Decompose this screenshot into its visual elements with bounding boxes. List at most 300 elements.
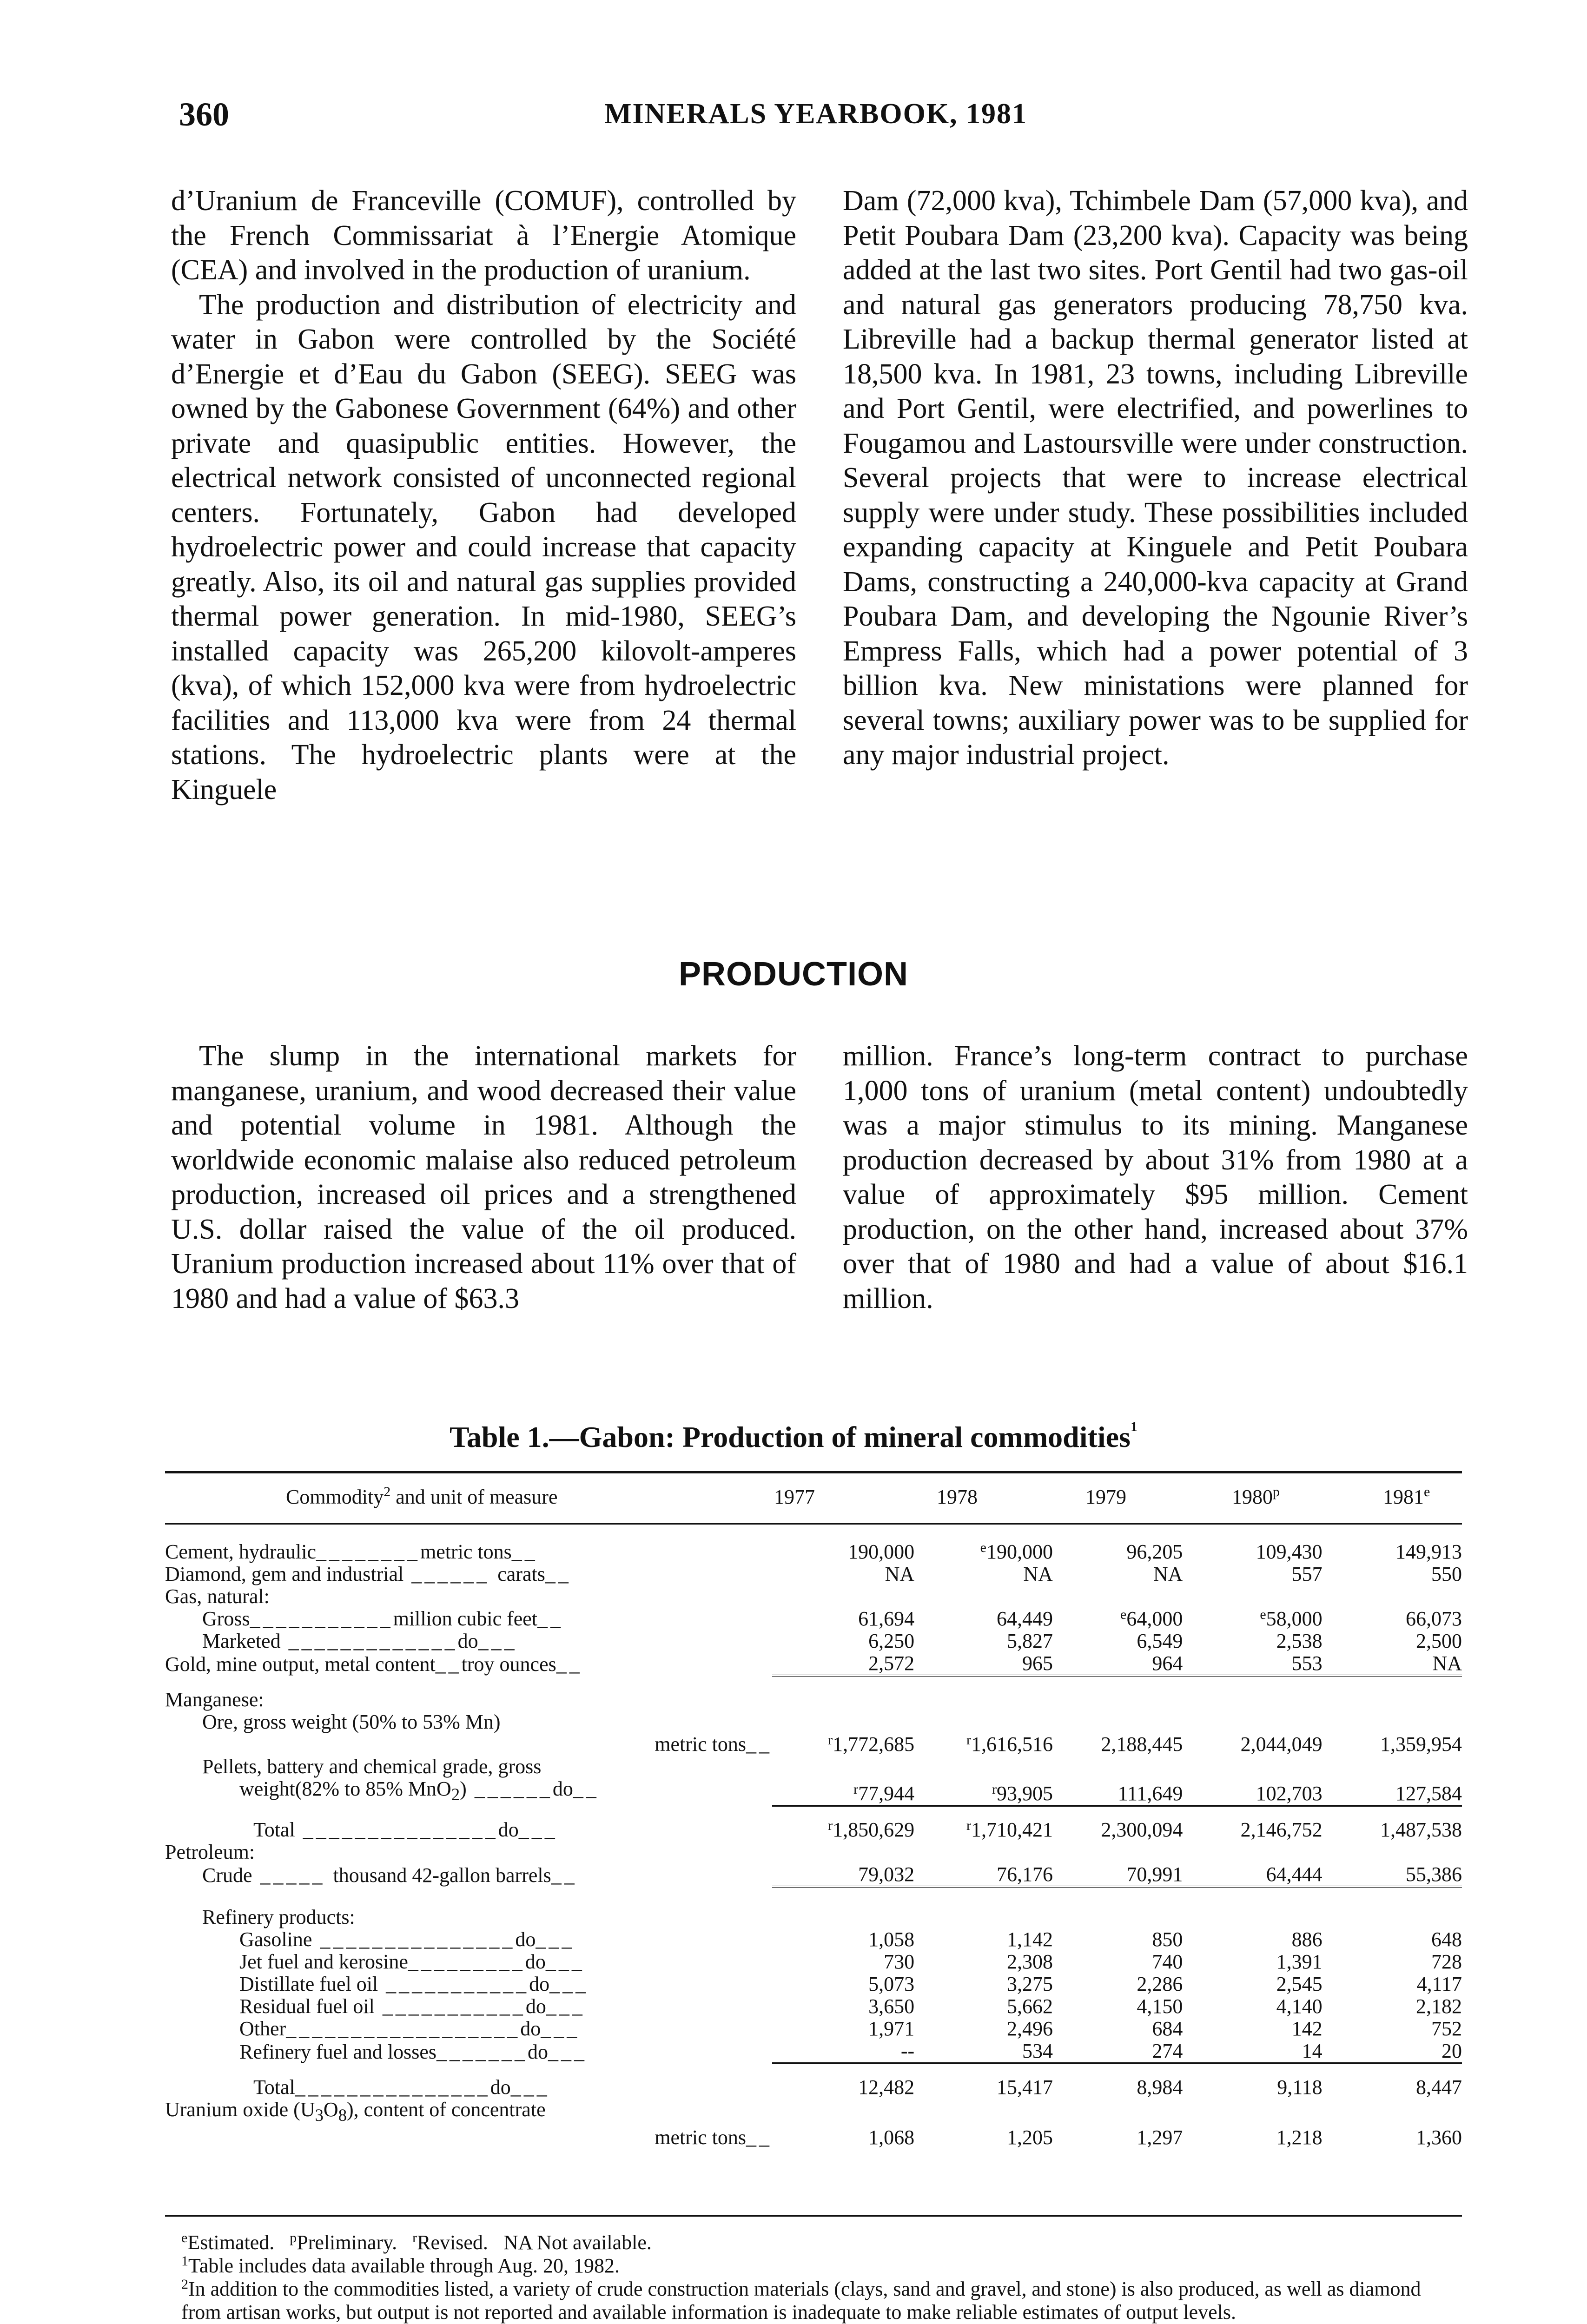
cell: 2,286: [1137, 1972, 1183, 1995]
table-row: [165, 1733, 1462, 1756]
cell: 149,913: [1395, 1540, 1462, 1563]
table-row: [165, 1973, 1462, 1995]
row-label-petroleum: Petroleum:: [165, 1840, 255, 1863]
cell: [914, 1541, 1053, 1563]
row-label-marketed: Marketed: [202, 1630, 281, 1652]
cell: NA: [1023, 1563, 1053, 1585]
cell: 1,058: [868, 1928, 915, 1951]
total-rule: [1322, 2063, 1462, 2076]
spacer-cell: [165, 1676, 772, 1689]
row-unit-refinery-total: do: [490, 2075, 511, 2099]
leader-dots: __: [435, 1653, 462, 1676]
table-row: [165, 2018, 1462, 2040]
row-label-pellets: Pellets, battery and chemical grade, gross: [202, 1755, 542, 1778]
table-row: [165, 2099, 1462, 2126]
table-row: [165, 1951, 1462, 1973]
cell: 2,146,752: [1240, 1818, 1322, 1841]
row-label: [165, 1951, 772, 1973]
table-row: [165, 1928, 1462, 1951]
leader-dots: ___________: [374, 1994, 526, 2018]
row-label: [165, 2126, 772, 2149]
leader-dots: ___: [518, 1818, 558, 1841]
leader-dots: __________________: [286, 2017, 521, 2040]
table-spacer: [165, 1676, 1462, 1689]
cell: 190,000: [848, 1540, 915, 1563]
cell: 2,300,094: [1101, 1818, 1183, 1841]
cell: 964: [1152, 1652, 1183, 1675]
column-header-1980: [1232, 1485, 1280, 1509]
footnote-mark-r: r: [412, 2230, 417, 2245]
table-row: [165, 1711, 1462, 1733]
legend-preliminary: Preliminary.: [297, 2231, 397, 2254]
row-label-diamond: Diamond, gem and industrial: [165, 1563, 404, 1585]
cell: 2,182: [1416, 1994, 1462, 2018]
leader-dots: __: [746, 1733, 773, 1756]
total-rule: [914, 1676, 1053, 1689]
row-label: [165, 2018, 772, 2040]
estimated-mark: e: [1260, 1607, 1266, 1622]
leader-dots: __: [746, 2126, 773, 2149]
cell: 66,073: [1406, 1607, 1462, 1630]
row-label: [165, 2076, 772, 2099]
total-rule: [914, 2063, 1053, 2076]
subscript: 2: [451, 1784, 460, 1804]
row-label: [165, 1973, 772, 1995]
row-unit-diamond: carats: [497, 1563, 545, 1585]
table-row: [165, 1841, 1462, 1863]
row-label-pellets-end: ): [460, 1777, 467, 1800]
footnote-1-text: Table includes data available through Aug. 20, 1982.: [188, 2254, 620, 2277]
cell: 534: [1022, 2039, 1053, 2062]
total-rule: [772, 1676, 914, 1689]
cell-value: 58,000: [1266, 1607, 1322, 1630]
row-label: [165, 1608, 772, 1630]
total-rule: [772, 1887, 914, 1906]
column-header-commodity-text: Commodity: [286, 1486, 384, 1508]
row-label-gasoline: Gasoline: [239, 1928, 312, 1951]
cell: 550: [1431, 1563, 1462, 1585]
cell: [914, 1819, 1053, 1841]
cell: 9,118: [1277, 2075, 1322, 2099]
revised-mark: r: [966, 1732, 971, 1748]
table-row: [165, 1630, 1462, 1652]
column-header-1979: 1979: [1085, 1486, 1126, 1508]
cell: [914, 1778, 1053, 1806]
leader-dots: __: [511, 1540, 538, 1563]
column-header-1980-text: 1980: [1232, 1486, 1273, 1508]
leader-dots: ___: [478, 1630, 517, 1652]
row-label: [165, 1928, 772, 1951]
row-label: [165, 1652, 772, 1676]
total-rule: [1322, 1676, 1462, 1689]
row-label-other: Other: [239, 2017, 286, 2040]
cell: 14: [1302, 2039, 1322, 2062]
total-rule: [1183, 1887, 1322, 1906]
spacer-cell: [165, 1806, 772, 1819]
estimated-mark: e: [980, 1540, 986, 1555]
cell: 684: [1152, 2017, 1183, 2040]
row-label-gas: Gas, natural:: [165, 1585, 270, 1608]
table-title-text: Table 1.—Gabon: Production of mineral commodities: [450, 1420, 1131, 1453]
row-label-pellets-line2: weight(82% to 85% MnO: [239, 1777, 451, 1800]
row-unit-uranium: metric tons: [655, 2126, 747, 2149]
cell: 2,500: [1416, 1630, 1462, 1652]
cell: 142: [1291, 2017, 1322, 2040]
section-heading-production: PRODUCTION: [679, 956, 908, 993]
footnote-legend: [181, 2231, 1455, 2254]
production-table-body: [165, 1541, 1462, 2149]
cell: 274: [1152, 2039, 1183, 2062]
legend-not-available: NA Not available.: [503, 2231, 652, 2254]
cell: 2,496: [1006, 2017, 1053, 2040]
cell: 1,142: [1006, 1928, 1053, 1951]
cell: 5,662: [1006, 1994, 1053, 2018]
cell: 102,703: [1256, 1782, 1322, 1805]
row-label-crude: Crude: [202, 1863, 252, 1887]
spacer-cell: [165, 2063, 772, 2076]
leader-dots: ________: [316, 1540, 421, 1563]
estimated-mark: e: [1120, 1607, 1127, 1622]
cell: 61,694: [858, 1607, 915, 1630]
row-label-refinery-total: Total: [253, 2075, 295, 2099]
leader-dots: ___________: [378, 1972, 529, 1995]
row-label: [165, 2040, 772, 2063]
row-unit-gold: troy ounces: [461, 1653, 556, 1676]
table-row: [165, 2040, 1462, 2063]
cell: 728: [1431, 1950, 1462, 1973]
cell: 4,117: [1416, 1972, 1462, 1995]
row-label: [165, 1630, 772, 1652]
cell-value: 1,710,421: [971, 1818, 1053, 1841]
total-rule: [1053, 2063, 1183, 2076]
table-row: [165, 1585, 1462, 1608]
row-label: [165, 1995, 772, 2018]
cell: 5,827: [1006, 1630, 1053, 1652]
column-header-1977: 1977: [774, 1486, 815, 1508]
row-label-distillate: Distillate fuel oil: [239, 1972, 378, 1995]
cell: 96,205: [1126, 1540, 1183, 1563]
cell: 2,188,445: [1101, 1733, 1183, 1756]
running-head: [179, 95, 1453, 137]
table-row: [165, 1819, 1462, 1841]
cell-value: 93,905: [996, 1782, 1053, 1805]
leader-dots: __: [551, 1863, 577, 1887]
revised-mark: r: [992, 1781, 997, 1797]
row-unit-jetfuel: do: [525, 1950, 546, 1973]
row-label-jetfuel: Jet fuel and kerosine: [239, 1950, 408, 1973]
row-unit-marketed: do: [457, 1630, 478, 1652]
leader-dots: ___: [536, 1928, 575, 1951]
row-label-refinery: Refinery products:: [202, 1905, 355, 1928]
cell: 4,150: [1137, 1994, 1183, 2018]
row-label-gross: Gross: [202, 1607, 250, 1630]
row-unit-other: do: [520, 2017, 541, 2040]
column-header-1981-sup: e: [1424, 1484, 1430, 1499]
column-header-1980-sup: p: [1273, 1484, 1280, 1499]
total-rule: [914, 1806, 1053, 1819]
cell-value: 1,616,516: [971, 1733, 1053, 1756]
footnote-mark-p: p: [290, 2230, 297, 2245]
table-spacer: [165, 1887, 1462, 1906]
total-rule: [914, 1887, 1053, 1906]
cell: 79,032: [858, 1862, 915, 1886]
cell: 76,176: [996, 1862, 1053, 1886]
cell: 1,297: [1137, 2126, 1183, 2149]
cell-value: 64,000: [1126, 1607, 1183, 1630]
cell: 8,984: [1137, 2075, 1183, 2099]
cell: 1,359,954: [1380, 1733, 1462, 1756]
table-row: [165, 1906, 1462, 1928]
leader-dots: ___: [545, 1950, 585, 1973]
cell: 1,205: [1006, 2126, 1053, 2149]
row-label-uranium-mid: O: [323, 2098, 338, 2121]
cell: 886: [1291, 1928, 1322, 1951]
row-unit-mn-total: do: [498, 1818, 519, 1841]
row-label-uranium: Uranium oxide (U: [165, 2098, 315, 2121]
cell: 20: [1442, 2039, 1462, 2062]
spacer-cell: [165, 1887, 772, 1906]
total-rule: [1053, 1887, 1183, 1906]
production-right-column: [843, 1039, 1468, 1316]
cell: 2,572: [868, 1652, 915, 1675]
footnote-2: [181, 2278, 1455, 2324]
table-row: [165, 1863, 1462, 1887]
row-label-cement: Cement, hydraulic: [165, 1540, 317, 1563]
leader-dots: _____________: [280, 1630, 458, 1652]
cell: NA: [885, 1563, 915, 1585]
cell: 1,218: [1276, 2126, 1322, 2149]
cell: NA: [1153, 1563, 1183, 1585]
column-header-1978: 1978: [937, 1486, 978, 1508]
legend-estimated: Estimated.: [187, 2231, 275, 2254]
row-label-ore: Ore, gross weight (50% to 53% Mn): [202, 1710, 501, 1733]
leader-dots: _______________: [295, 1818, 498, 1841]
footnote-1: [181, 2254, 1455, 2278]
table-row: [165, 1756, 1462, 1778]
row-label-uranium-end: ), content of concentrate: [347, 2098, 546, 2121]
total-rule: [1053, 1676, 1183, 1689]
row-label: [165, 1863, 772, 1887]
table-spacer: [165, 1806, 1462, 1819]
cell: 2,545: [1276, 1972, 1322, 1995]
leader-dots: __: [545, 1563, 571, 1585]
leader-dots: __: [573, 1777, 599, 1800]
total-rule: [772, 2063, 914, 2076]
total-rule: [1322, 1887, 1462, 1906]
cell: --: [900, 2039, 915, 2062]
row-unit-gasoline: do: [515, 1928, 536, 1951]
cell: 15,417: [996, 2075, 1053, 2099]
cell: 6,549: [1137, 1630, 1183, 1652]
row-label: [165, 1733, 772, 1756]
cell: 109,430: [1256, 1540, 1322, 1563]
table-row: [165, 1652, 1462, 1676]
subscript: 3: [315, 2105, 324, 2125]
intro-columns: [171, 184, 1468, 807]
intro-right-paragraph-1: Dam (72,000 kva), Tchimbele Dam (57,000 kva), and Petit Poubara Dam (23,200 kva). Capacity was being added at the last two sites. Port Gentil had two gas-oil and natural gas generators producing 78,750 kva. Libreville had a backup thermal generator listed at 18,500 kva. In 1981, 23 towns, including Libreville and Port Gentil, were electrified, and powerlines to Fougamou and Lastoursville were under construction. Several projects that were to increase electrical supply were under study. These possibilities included expanding capacity at Kinguele and Petit Poubara Dams, constructing a 240,000-kva capacity at Grand Poubara Dam, and developing the Ngounie River’s Empress Falls, which had a power potential of 3 billion kva. New ministations were planned for several towns; auxiliary power was to be supplied for any major industrial project.: [843, 185, 1468, 771]
leader-dots: _______________: [295, 2075, 490, 2099]
cell: 8,447: [1416, 2075, 1462, 2099]
row-label-manganese: Manganese:: [165, 1688, 264, 1711]
subscript: 8: [338, 2105, 347, 2125]
row-label: [165, 2099, 1462, 2126]
table-row: [165, 1563, 1462, 1585]
intro-left-paragraph-2: The production and distribution of electricity and water in Gabon were controlled by the Société d’Energie et d’Eau du Gabon (SEEG). SEEG was owned by the Gabonese Government (64%) and other private and quasipublic entities. However, the electrical network consisted of unconnected regional centers. Fortunately, Gabon had developed hydroelectric power and could increase that capacity greatly. Also, its oil and natural gas supplies provided thermal power generation. In mid-1980, SEEG’s installed capacity was 265,200 kilovolt-amperes (kva), of which 152,000 kva were from hydroelectric facilities and 113,000 kva were from 24 thermal stations. The hydroelectric plants were at the Kinguele: [171, 289, 796, 805]
header-bottom-rule: [165, 1523, 1462, 1525]
cell: 12,482: [858, 2075, 915, 2099]
cell: 730: [884, 1950, 915, 1973]
leader-dots: ___: [541, 2017, 580, 2040]
column-header-commodity-rest: and unit of measure: [390, 1486, 558, 1508]
cell: 2,044,049: [1240, 1733, 1322, 1756]
total-rule: [1183, 1676, 1322, 1689]
leader-dots: ___________: [250, 1607, 393, 1630]
cell: 553: [1291, 1652, 1322, 1675]
total-rule: [1322, 1806, 1462, 1819]
footnote-mark-2: 2: [181, 2277, 188, 2292]
cell: 965: [1022, 1652, 1053, 1675]
cell: [1183, 1608, 1322, 1630]
table-row: [165, 1608, 1462, 1630]
table-title: [0, 1420, 1587, 1454]
page-number: 360: [179, 96, 229, 133]
cell: 850: [1152, 1928, 1183, 1951]
row-label-residual: Residual fuel oil: [239, 1994, 375, 2018]
cell: 3,650: [868, 1994, 915, 2018]
leader-dots: __: [556, 1653, 582, 1676]
total-rule: [1183, 2063, 1322, 2076]
cell: 3,275: [1006, 1972, 1053, 1995]
row-label: [165, 1563, 772, 1585]
cell: 111,649: [1118, 1782, 1183, 1805]
intro-right-column: [843, 184, 1468, 807]
cell-value: 77,944: [858, 1782, 915, 1805]
production-columns: [171, 1039, 1468, 1316]
row-unit-refinery-fuel: do: [528, 2040, 548, 2063]
cell: 1,487,538: [1380, 1818, 1462, 1841]
row-label: [165, 1541, 772, 1563]
cell: 2,538: [1276, 1630, 1322, 1652]
intro-left-column: [171, 184, 796, 807]
cell: 740: [1152, 1950, 1183, 1973]
leader-dots: ______: [466, 1777, 553, 1800]
cell: 4,140: [1276, 1994, 1322, 2018]
cell-value: 1,850,629: [833, 1818, 915, 1841]
cell: 5,073: [868, 1972, 915, 1995]
cell-value: 190,000: [986, 1540, 1053, 1563]
row-unit-cement: metric tons: [420, 1540, 512, 1563]
cell: [772, 1733, 914, 1756]
row-unit-distillate: do: [529, 1972, 550, 1995]
revised-mark: r: [853, 1781, 859, 1797]
table-row: [165, 2126, 1462, 2149]
row-label: [165, 1819, 772, 1841]
table-row: [165, 1689, 1462, 1711]
cell: 1,068: [868, 2126, 915, 2149]
row-label-gold: Gold, mine output, metal content: [165, 1653, 436, 1676]
table-title-footnote-mark: 1: [1130, 1419, 1137, 1434]
cell: 70,991: [1126, 1862, 1183, 1886]
row-unit-crude: thousand 42-gallon barrels: [333, 1863, 551, 1887]
footnote-mark-1: 1: [181, 2253, 188, 2269]
journal-title: MINERALS YEARBOOK, 1981: [604, 98, 1028, 130]
total-rule: [1183, 1806, 1322, 1819]
leader-dots: ______: [403, 1563, 498, 1585]
table-spacer: [165, 2063, 1462, 2076]
column-header-1981: [1383, 1485, 1430, 1509]
cell: 64,449: [996, 1607, 1053, 1630]
table-row: [165, 1778, 1462, 1806]
production-left-paragraph: The slump in the international markets for manganese, uranium, and wood decreased their value and potential volume in 1981. Although the worldwide economic malaise also reduced petroleum production, increased oil prices and a strengthened U.S. dollar raised the value of the oil produced. Uranium production increased about 11% over that of 1980 and had a value of $63.3: [171, 1040, 796, 1314]
table-bottom-rule: [165, 2215, 1462, 2217]
table-row: [165, 2076, 1462, 2099]
table-row: [165, 1541, 1462, 1563]
total-rule: [772, 1806, 914, 1819]
row-unit-gross: million cubic feet: [393, 1607, 538, 1630]
footnote-mark-e: e: [181, 2230, 188, 2245]
revised-mark: r: [966, 1817, 971, 1833]
production-right-paragraph: million. France’s long-term contract to purchase 1,000 tons of uranium (metal content) undoubtedly was a major stimulus to its mining. Manganese production decreased by about 31% from 1980 at a value of approximately $95 million. Cement production, on the other hand, increased about 37% over that of 1980 and had a value of about $16.1 million.: [843, 1040, 1468, 1314]
column-header-commodity: [286, 1485, 557, 1509]
row-label-refinery-fuel: Refinery fuel and losses: [239, 2040, 436, 2063]
cell: 1,360: [1416, 2126, 1462, 2149]
row-unit-ore: metric tons: [655, 1733, 747, 1756]
table-top-rule: [165, 1471, 1462, 1473]
cell: 557: [1291, 1563, 1322, 1585]
leader-dots: ___: [546, 1994, 585, 2018]
cell: NA: [1432, 1652, 1462, 1675]
leader-dots: __: [537, 1607, 564, 1630]
leader-dots: ___: [548, 2040, 587, 2063]
cell: [772, 1778, 914, 1806]
cell: 64,444: [1266, 1862, 1322, 1886]
leader-dots: ___: [549, 1972, 589, 1995]
column-header-commodity-sup: 2: [384, 1484, 391, 1499]
cell: 1,971: [868, 2017, 915, 2040]
cell: [1053, 1608, 1183, 1630]
footnote-2-text: In addition to the commodities listed, a variety of crude construction materials (clays, sand and gravel, and stone) is also produced, as well as diamond from artisan works, but output is not reported and available information is inadequate to make reliable estimates of output levels.: [181, 2278, 1421, 2324]
cell: 648: [1431, 1928, 1462, 1951]
revised-mark: r: [828, 1817, 833, 1833]
column-header-1981-text: 1981: [1383, 1486, 1424, 1508]
leader-dots: ___: [510, 2075, 550, 2099]
legend-revised: Revised.: [417, 2231, 488, 2254]
cell-value: 1,772,685: [833, 1733, 915, 1756]
cell: 6,250: [868, 1630, 915, 1652]
production-left-column: [171, 1039, 796, 1316]
table-row: [165, 1995, 1462, 2018]
table-footnotes: [181, 2231, 1455, 2324]
leader-dots: _____: [252, 1863, 333, 1887]
row-label: [165, 1778, 772, 1806]
revised-mark: r: [828, 1732, 833, 1748]
cell: 2,308: [1006, 1950, 1053, 1973]
total-rule: [1053, 1806, 1183, 1819]
cell: 1,391: [1276, 1950, 1322, 1973]
cell: 127,584: [1395, 1782, 1462, 1805]
row-unit-residual: do: [525, 1994, 546, 2018]
cell: 55,386: [1406, 1862, 1462, 1886]
cell: [772, 1819, 914, 1841]
leader-dots: _______________: [312, 1928, 516, 1951]
cell: 752: [1431, 2017, 1462, 2040]
cell: [914, 1733, 1053, 1756]
row-label-mn-total: Total: [253, 1818, 295, 1841]
row-unit-pellets: do: [552, 1777, 573, 1800]
leader-dots: _______: [436, 2040, 528, 2063]
leader-dots: _________: [408, 1950, 525, 1973]
intro-left-paragraph-1: d’Uranium de Franceville (COMUF), controlled by the French Commissariat à l’Energie Atomique (CEA) and involved in the production of uranium.: [171, 185, 796, 286]
